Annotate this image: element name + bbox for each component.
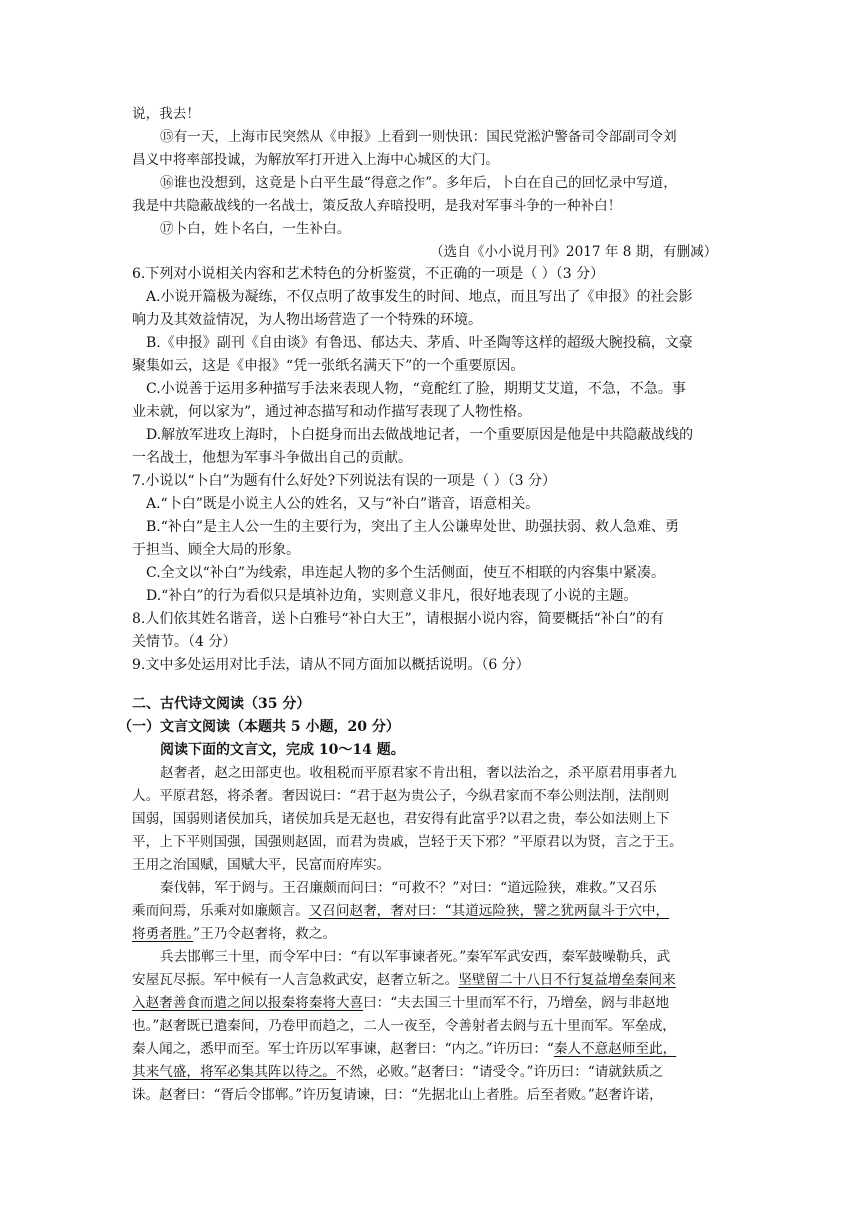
underlined-sentence: 其来气盛，将军必集其阵以待之。: [132, 1064, 336, 1080]
story-line: ⑯谁也没想到，这竟是卜白平生最“得意之作”。多年后，卜白在自己的回忆录中写道，: [160, 175, 677, 191]
question-6-stem: 6.下列对小说相关内容和艺术特色的分析鉴赏，不正确的一项是（ ）（3 分）: [132, 266, 605, 282]
classical-line: 秦伐韩，军于阏与。王召廉颇而问曰：“可救不？”对曰：“道远险狭，难救。”又召乐: [160, 880, 657, 896]
classical-text: ”王乃令赵奢将，救之。: [193, 926, 337, 942]
question-7-option-c: C.全文以“补白”为线索，串连起人物的多个生活侧面，使互不相联的内容集中紧凑。: [146, 565, 665, 581]
question-6-option-c-cont: 业未就，何以家为”，通过神态描写和动作描写表现了人物性格。: [132, 404, 532, 420]
classical-line: [132, 1062, 663, 1082]
classical-line: [132, 924, 336, 944]
classical-text: 秦人闻之，悉甲而至。军士许历以军事谏，赵奢曰：“内之。”许历曰：“: [132, 1041, 554, 1057]
classical-line: 王用之治国赋，国赋大平，民富而府库实。: [132, 857, 391, 873]
classical-line: [132, 1039, 676, 1059]
question-6-option-b: B.《申报》副刊《自由谈》有鲁迅、郁达夫、茅盾、叶圣陶等这样的超级大腕投稿，文豪: [146, 335, 693, 351]
question-7-option-d: D.“补白”的行为看似只是填补边角，实则意义非凡，很好地表现了小说的主题。: [146, 588, 638, 604]
underlined-sentence: 又召问赵奢，奢对曰：“其道远险狭，譬之犹两鼠斗于穴中，: [308, 903, 670, 919]
question-7-option-b-cont: 于担当、顾全大局的形象。: [132, 542, 300, 558]
classical-line: 也。”赵奢既已遣秦间，乃卷甲而趋之，二人一夜至，令善射者去阏与五十里而军。军垒成，: [132, 1018, 676, 1034]
question-7-option-a: A.“卜白”既是小说主人公的姓名，又与“补白”谐音，语意相关。: [146, 496, 540, 512]
question-8-stem: 8.人们依其姓名谐音，送卜白雅号“补白大王”，请根据小说内容，简要概括“补白”的有: [132, 611, 664, 627]
question-6-option-d: D.解放军进攻上海时，卜白挺身而出去做战地记者，一个重要原因是他是中共隐蔽战线的: [146, 427, 694, 443]
section-2-instruction: 阅读下面的文言文，完成 10～14 题。: [160, 742, 405, 758]
question-6-option-d-cont: 一名战士，他想为军事斗争做出自己的贡献。: [132, 450, 412, 466]
underlined-sentence: 坚壁留二十八日不行复益增垒秦间来: [458, 972, 676, 988]
question-6-option-a: A.小说开篇极为凝练，不仅点明了故事发生的时间、地点，而且写出了《申报》的社会影: [146, 289, 693, 305]
classical-line: 诛。赵奢曰：“胥后令邯郸。”许历复请谏，曰：“先据北山上者胜。后至者败。”赵奢许诺，: [132, 1087, 663, 1103]
question-6-option-c: C.小说善于运用多种描写手法来表现人物，“竟酡红了脸，期期艾艾道，不急，不急。事: [146, 381, 686, 397]
classical-line: [132, 993, 669, 1013]
classical-text: 曰：“夫去国三十里而军不行，乃增垒，阏与非赵地: [363, 995, 670, 1011]
classical-text: 不然，必败。”赵奢曰：“请受令。”许历曰：“请就鈇质之: [335, 1064, 663, 1080]
question-6-option-b-cont: 聚集如云，这是《申报》“凭一张纸名满天下”的一个重要原因。: [132, 358, 525, 374]
classical-line: 兵去邯郸三十里，而令军中曰：“有以军事谏者死。”秦军军武安西，秦军鼓噪勒兵，武: [160, 949, 671, 965]
question-8-stem-cont: 关情节。（4 分）: [132, 634, 237, 650]
classical-text: 乘而问焉，乐乘对如廉颇言。: [132, 903, 309, 919]
story-line: 昌义中将率部投诚，为解放军打开进入上海中心城区的大门。: [132, 152, 500, 168]
question-6-option-a-cont: 响力及其效益情况，为人物出场营造了一个特殊的环境。: [132, 312, 482, 328]
classical-line: [132, 901, 669, 921]
section-2-subtitle: （一）文言文阅读（本题共 5 小题，20 分）: [118, 719, 400, 735]
story-line: ⑰卜白，姓卜名白，一生补白。: [160, 221, 351, 237]
question-7-option-b: B.“补白”是主人公一生的主要行为，突出了主人公谦卑处世、助强扶弱、救人急难、勇: [146, 519, 680, 535]
underlined-sentence: 入赵奢善食而遣之间以报秦将秦将大喜: [132, 995, 364, 1011]
classical-line: 人。平原君怒，将杀奢。奢因说曰：“君于赵为贵公子，今纵君家而不奉公则法削，法削则: [132, 788, 670, 804]
underlined-sentence: 将勇者胜。: [132, 926, 194, 942]
underlined-sentence: 秦人不意赵师至此，: [553, 1041, 677, 1057]
classical-line: 平，上下平则国强，国强则赵固，而君为贵戚，岂轻于天下邪？”平原君以为贤，言之于王。: [132, 834, 683, 850]
classical-text: 安屋瓦尽振。军中候有一人言急救武安，赵奢立斩之。: [132, 972, 459, 988]
classical-line: 国弱，国弱则诸侯加兵，诸侯加兵是无赵也，君安得有此富乎?以君之贵，奉公如法则上下: [132, 811, 670, 827]
section-2-title: 二、古代诗文阅读（35 分）: [132, 696, 311, 712]
story-line: 说，我去！: [132, 106, 200, 122]
classical-line: [132, 970, 676, 990]
question-7-stem: 7.小说以“卜白”为题有什么好处?下列说法有误的一项是（ ）（3 分）: [132, 473, 556, 489]
question-9-stem: 9.文中多处运用对比手法，请从不同方面加以概括说明。（6 分）: [132, 657, 530, 673]
classical-line: 赵奢者，赵之田部吏也。收租税而平原君家不肯出租，奢以法治之，杀平原君用事者九: [160, 765, 677, 781]
story-line: 我是中共隐蔽战线的一名战士，策反敌人弃暗投明，是我对军事斗争的一种补白！: [132, 198, 622, 214]
story-line: ⑮有一天，上海市民突然从《申报》上看到一则快讯：国民党淞沪警备司令部副司令刘: [160, 129, 677, 145]
story-source: （选自《小小说月刊》2017 年 8 期，有删减）: [430, 244, 718, 260]
